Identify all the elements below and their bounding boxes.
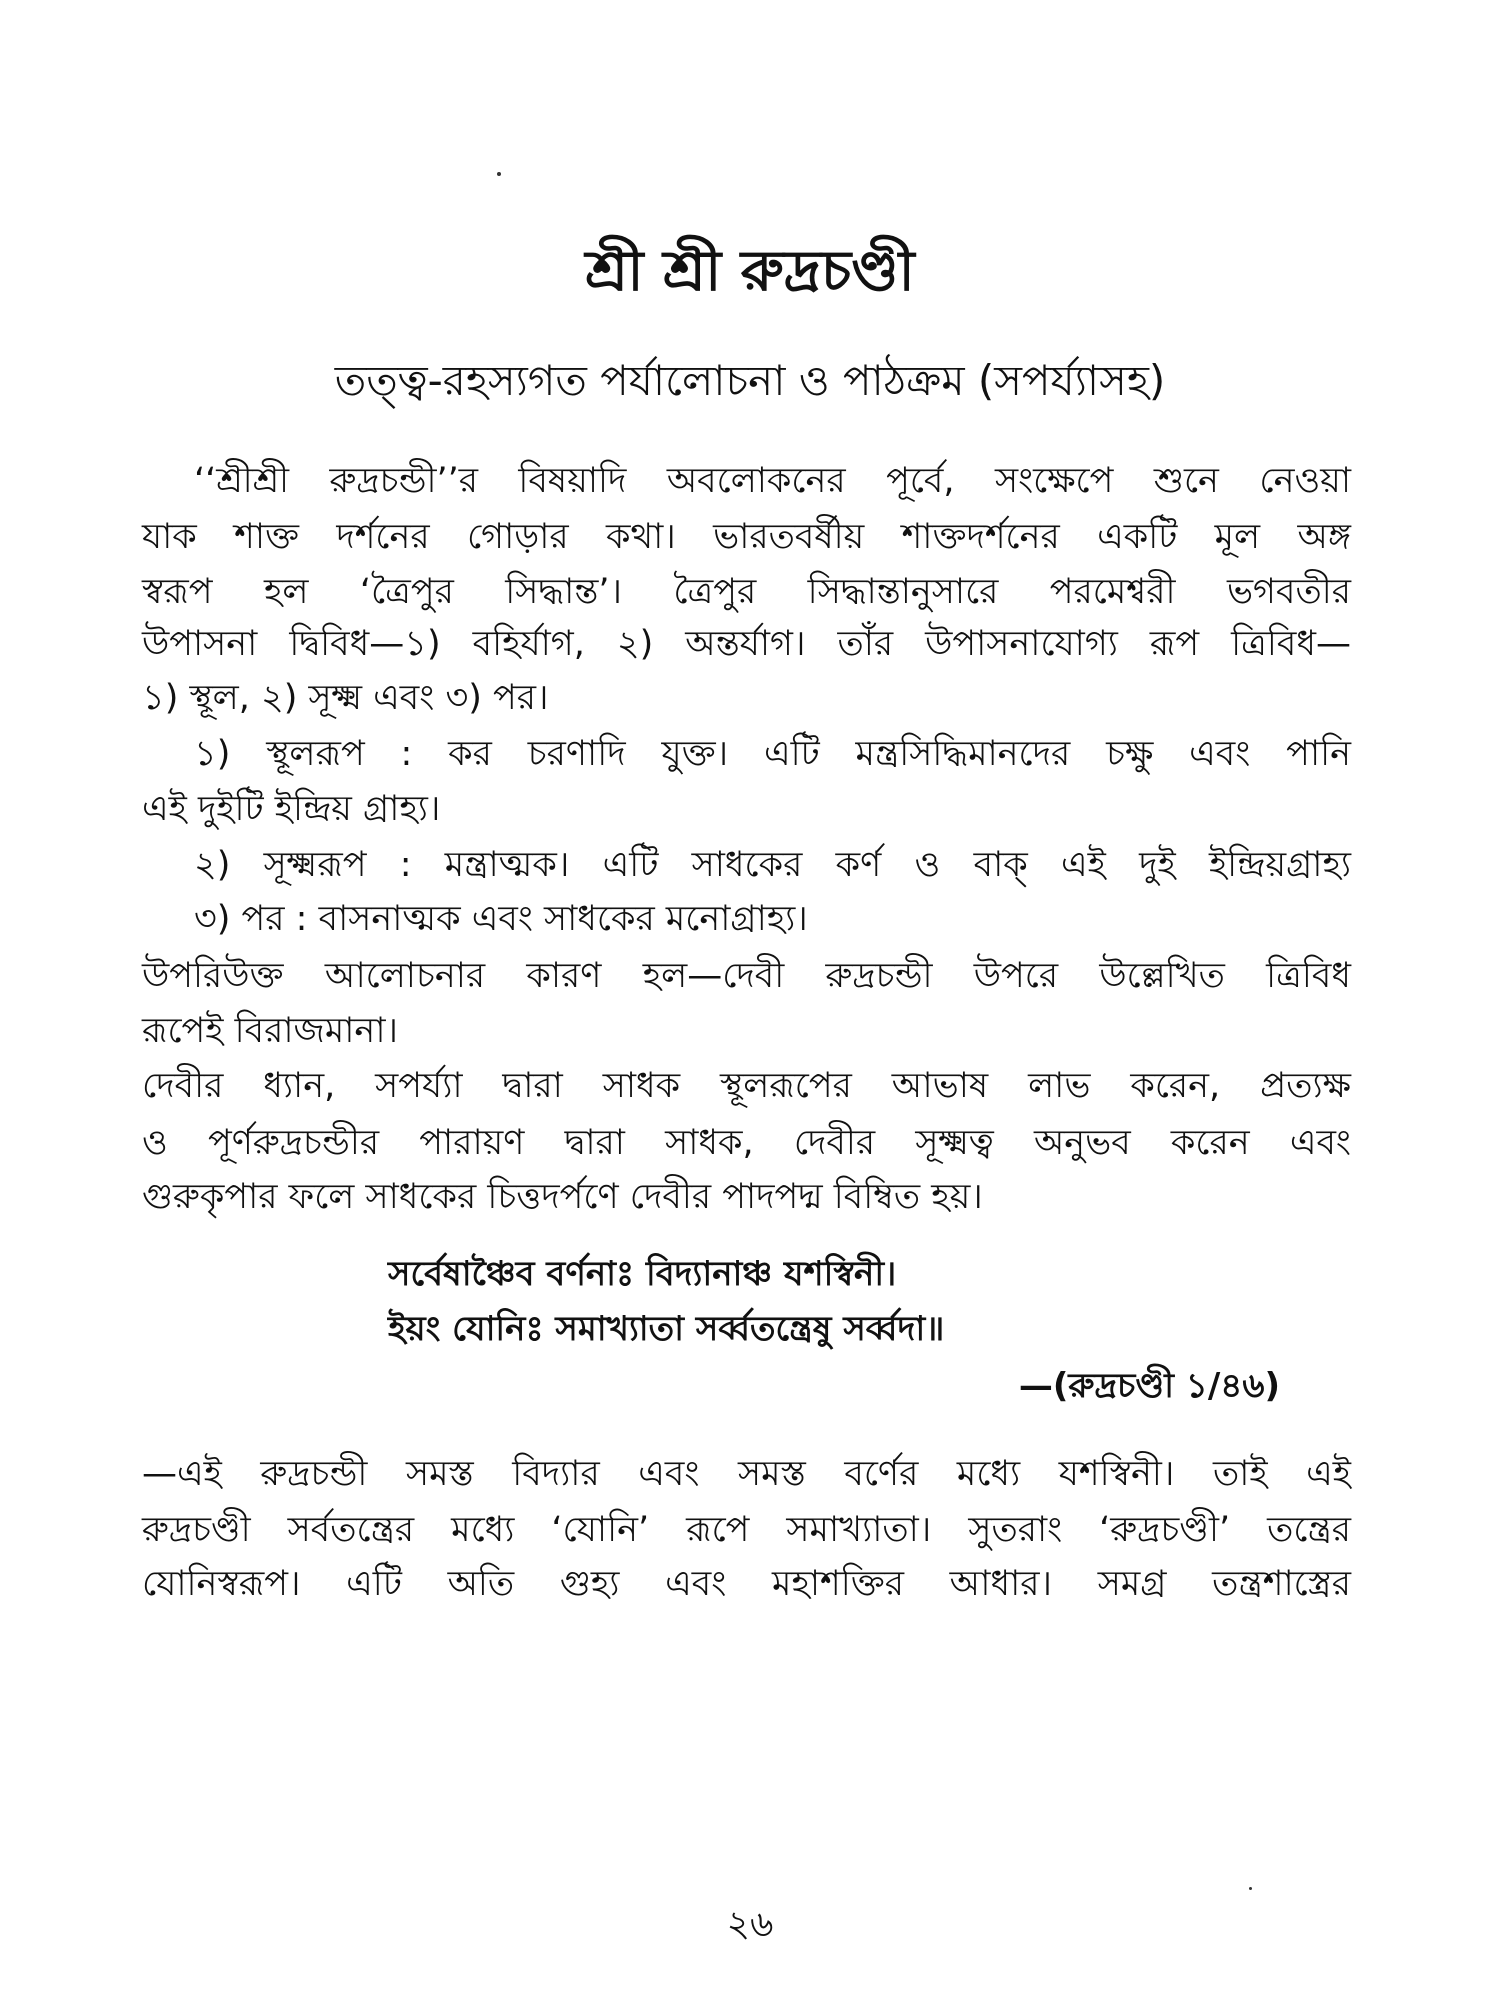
body-line: উপরিউক্ত আলোচনার কারণ হল—দেবী রুদ্রচন্ডী উপরে উল্লেখিত ত্রিবিধ (142, 956, 1351, 996)
body-line: গুরুকৃপার ফলে সাধকের চিত্তদর্পণে দেবীর পাদপদ্ম বিম্বিত হয়। (142, 1177, 983, 1217)
body-line: ও পূর্ণরুদ্রচন্ডীর পারায়ণ দ্বারা সাধক, দেবীর সূক্ষ্মত্ব অনুভব করেন এবং (142, 1123, 1351, 1163)
body-line: ১) স্থূল, ২) সূক্ষ্ম এবং ৩) পর। (142, 678, 549, 718)
verse-reference: —(রুদ্রচণ্ডী ১/৪৬) (1018, 1366, 1280, 1406)
speck (1249, 1887, 1252, 1890)
body-line: ‘‘শ্রীশ্রী রুদ্রচন্ডী’’র বিষয়াদি অবলোকনের পূর্বে, সংক্ষেপে শুনে নেওয়া (194, 461, 1351, 501)
body-line: উপাসনা দ্বিবিধ—১) বহির্যাগ, ২) অন্তর্যাগ। তাঁর উপাসনাযোগ্য রূপ ত্রিবিধ— (142, 624, 1351, 664)
body-line: রূপেই বিরাজমানা। (142, 1011, 398, 1051)
body-line: রুদ্রচণ্ডী সর্বতন্ত্রের মধ্যে ‘যোনি’ রূপে সমাখ্যাতা। সুতরাং ‘রুদ্রচণ্ডী’ তন্ত্রের (142, 1510, 1351, 1550)
body-line: যাক শাক্ত দর্শনের গোড়ার কথা। ভারতবর্ষীয় শাক্তদর্শনের একটি মূল অঙ্গ (142, 517, 1351, 557)
body-line: দেবীর ধ্যান, সপর্য্যা দ্বারা সাধক স্থূলরূপের আভাষ লাভ করেন, প্রত্যক্ষ (142, 1066, 1351, 1106)
body-line: স্বরূপ হল ‘ত্রৈপুর সিদ্ধান্ত’। ত্রৈপুর সিদ্ধান্তানুসারে পরমেশ্বরী ভগবতীর (142, 572, 1351, 612)
body-line: এই দুইটি ইন্দ্রিয় গ্রাহ্য। (142, 789, 441, 829)
body-line: ২) সূক্ষ্মরূপ : মন্ত্রাত্মক। এটি সাধকের কর্ণ ও বাক্ এই দুই ইন্দ্রিয়গ্রাহ্য (194, 845, 1351, 885)
page-title: শ্রী শ্রী রুদ্রচণ্ডী (585, 239, 915, 304)
body-line: যোনিস্বরূপ। এটি অতি গুহ্য এবং মহাশক্তির আধার। সমগ্র তন্ত্রশাস্ত্রের (142, 1564, 1351, 1604)
verse-line: সর্বেষাঞ্চৈব বর্ণনাঃ বিদ্যানাঞ্চ যশস্বিনী। (388, 1254, 897, 1294)
speck (497, 172, 501, 176)
body-line: ১) স্থূলরূপ : কর চরণাদি যুক্ত। এটি মন্ত্রসিদ্ধিমানদের চক্ষু এবং পানি (194, 734, 1351, 774)
page-number: ২৬ (726, 1904, 774, 1945)
verse-line: ইয়ং যোনিঃ সমাখ্যাতা সর্ব্বতন্ত্রেষু সর্ব্বদা॥ (388, 1309, 945, 1349)
body-line: ৩) পর : বাসনাত্মক এবং সাধকের মনোগ্রাহ্য। (194, 899, 808, 939)
page-subtitle: তত্ত্ব-রহস্যগত পর্যালোচনা ও পাঠক্রম (সপর্য্যাসহ) (334, 356, 1166, 405)
body-line: —এই রুদ্রচন্ডী সমস্ত বিদ্যার এবং সমস্ত বর্ণের মধ্যে যশস্বিনী। তাই এই (142, 1454, 1351, 1494)
